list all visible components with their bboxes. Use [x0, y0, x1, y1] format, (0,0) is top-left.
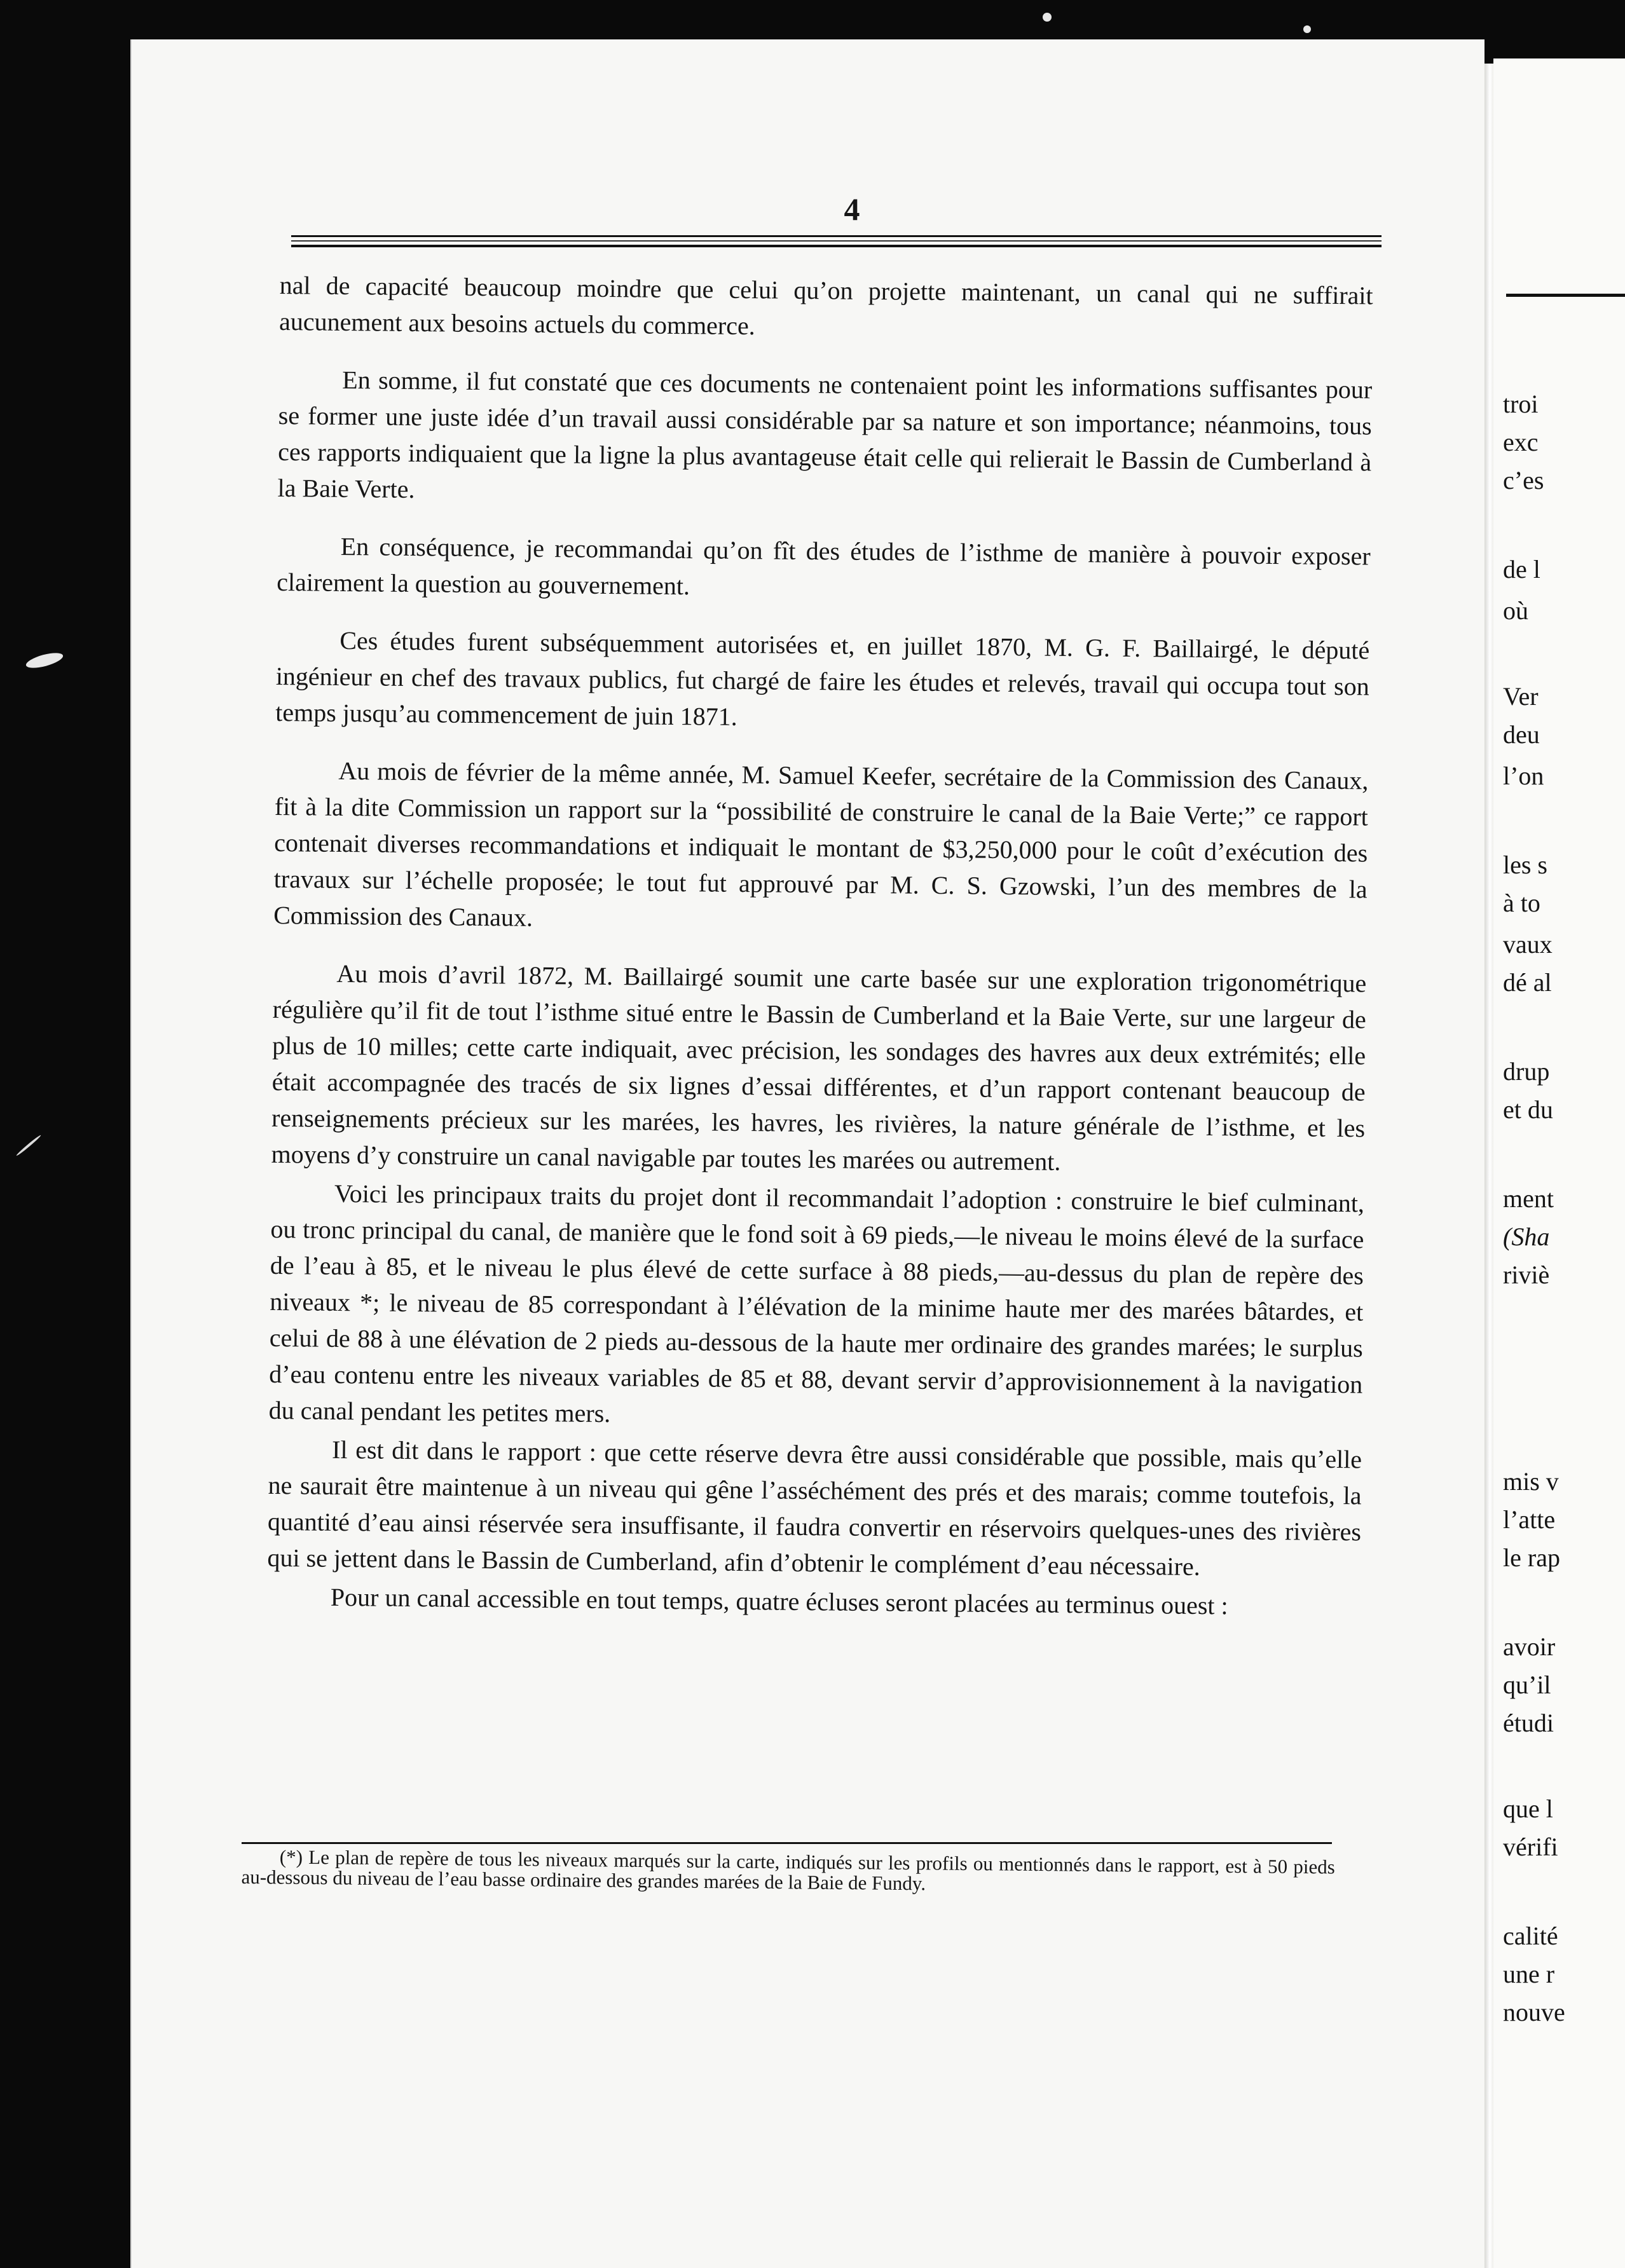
paragraph-1: nal de capacité beaucoup moindre que celui qu’on projette maintenant, un canal qui ne suffirait aucunement aux besoins actuels du commerce. [278, 270, 1373, 341]
facing-fragment: une r [1503, 1960, 1555, 1988]
facing-fragment: mis v [1503, 1467, 1559, 1496]
paragraph-2: En somme, il fut constaté que ces documents ne contenaient point les informations suffisantes pour se former une juste idée d’un travail aussi considérable par sa nature et son importance; néanmoins, tous ces rapports indiquaient que la ligne la plus avantageuse était celle qui relierait le Bassin de Cumberland à la Baie Verte. [277, 365, 1373, 504]
page-fold [1484, 64, 1493, 2268]
footnote-marker: (*) [279, 1845, 303, 1868]
facing-fragment: troi [1503, 390, 1539, 418]
facing-fragment: les s [1503, 850, 1547, 879]
facing-fragment: avoir [1503, 1632, 1556, 1661]
paragraph-3: En conséquence, je recommandai qu’on fît des études de l’isthme de manière à pouvoir exposer clairement la question au gouvernement. [277, 531, 1371, 601]
body-text [267, 267, 1373, 1627]
facing-fragment: vaux [1503, 930, 1553, 959]
facing-fragment: Ver [1503, 682, 1539, 711]
paragraph-8: Il est dit dans le rapport : que cette réserve devra être aussi considérable que possible, mais qu’elle ne saurait être maintenue à un niveau qui gêne l’asséchément des prés et des marais; comme toutefois, la quantité d’eau ainsi réservée sera insuffisante, il faudra convertir en réservoirs quelques-unes des rivières qui se jettent dans le Bassin de Cumberland, afin d’obtenir le complément d’eau nécessaire. [267, 1435, 1362, 1581]
scan-speck [1303, 25, 1311, 33]
facing-fragment: vérifi [1503, 1833, 1558, 1861]
footnote-text: Le plan de repère de tous les niveaux marqués sur la carte, indiqués sur les profils ou mentionnés dans le rapport, est à 50 pieds au-dessous du niveau de l’eau basse ordinaire des grandes marées de la Baie de Fundy. [241, 1846, 1335, 1895]
facing-fragment: ment [1503, 1184, 1554, 1213]
facing-fragment: le rap [1503, 1543, 1560, 1572]
header-rule [291, 235, 1382, 247]
facing-fragment: deu [1503, 720, 1540, 749]
facing-fragment: que l [1503, 1794, 1553, 1823]
facing-fragment: qu’il [1503, 1670, 1551, 1699]
facing-fragment: dé al [1503, 968, 1552, 997]
facing-fragment: de l [1503, 555, 1540, 584]
facing-fragment: calité [1503, 1922, 1558, 1950]
scan-speck [16, 1134, 42, 1156]
facing-fragment: à to [1503, 889, 1540, 917]
scan-speck [25, 650, 65, 671]
facing-page [1493, 58, 1625, 2268]
facing-fragment: drup [1503, 1057, 1550, 1086]
facing-fragment: l’atte [1503, 1505, 1556, 1534]
page-number: 4 [844, 191, 860, 227]
facing-fragment: nouve [1503, 1998, 1565, 2026]
paragraph-4: Ces études furent subséquemment autorisées et, en juillet 1870, M. G. F. Baillairgé, le député ingénieur en chef des travaux publics, fut chargé de faire les études et relevés, travail qui occupa tout son temps jusqu’au commencement de juin 1871. [275, 625, 1370, 731]
facing-fragment: étudi [1503, 1709, 1554, 1737]
paragraph-5: Au mois de février de la même année, M. Samuel Keefer, secrétaire de la Commission des Canaux, fit à la dite Commission un rapport sur la “possibilité de construire le canal de la Baie Verte;” ce rapport contenait diverses recommandations et indiquait le montant de $3,250,000 pour le coût d’exécution des travaux sur l’échelle proposée; le tout fut approuvé par M. C. S. Gzowski, l’un des membres de la Commission des Canaux. [273, 756, 1369, 932]
paragraph-6: Au mois d’avril 1872, M. Baillairgé soumit une carte basée sur une exploration trigonométrique régulière qu’il fit de tout l’isthme situé entre le Bassin de Cumberland et la Baie Verte, sur une largeur de plus de 10 milles; cette carte indiquait, avec précision, les sondages des havres aux deux extrémités; elle était accompagnée des tracés de six lignes d’essai différentes, et d’un rapport contenant beaucoup de renseignements précieux sur les marées, les havres, les rivières, la nature générale de l’isthme, et les moyens d’y construire un canal navigable par toutes les marées ou autrement. [271, 959, 1367, 1176]
facing-fragment: riviè [1503, 1260, 1550, 1289]
facing-fragment: l’on [1503, 762, 1544, 790]
facing-fragment: exc [1503, 428, 1539, 456]
paragraph-9: Pour un canal accessible en tout temps, quatre écluses seront placées au terminus ouest : [330, 1582, 1228, 1620]
facing-fragment: (Sha [1503, 1222, 1550, 1251]
facing-fragment: et du [1503, 1095, 1553, 1124]
scan-speck [1043, 13, 1052, 22]
footnote-rule [242, 1842, 1332, 1844]
facing-page-rule [1506, 294, 1625, 297]
paragraph-7: Voici les principaux traits du projet dont il recommandait l’adoption : construire le bief culminant, ou tronc principal du canal, de manière que le fond soit à 69 pieds,—le niveau le moins élevé de la surface de l’eau à 85, et le niveau le plus élevé de cette surface à 88 pieds,—au-dessus du plan de repère des niveaux *; le niveau de 85 correspondant à l’élévation de la minime haute mer des marées bâtardes, et celui de 88 à une élévation de 2 pieds au-dessous de la haute mer ordinaire des grandes marées; le surplus d’eau contenu entre les niveaux variables de 85 et 88, devant servir d’approvisionnement à la navigation du canal pendant les petites mers. [268, 1178, 1365, 1428]
facing-fragment: où [1503, 596, 1528, 625]
facing-fragment: c’es [1503, 466, 1544, 495]
